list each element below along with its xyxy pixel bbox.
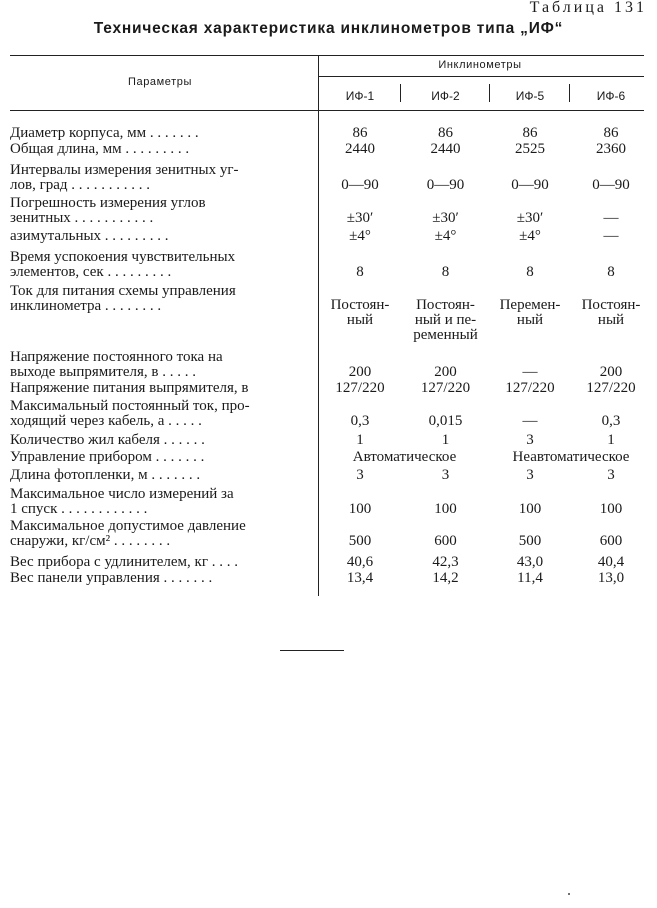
value-if5: 8 [526,264,534,280]
value-if2: 0—90 [426,177,465,193]
parameter-label: Количество жил кабеля . . . . . . [10,433,205,448]
parameter-label: Вес прибора с удлинителем, кг . . . . [10,555,238,570]
parameter-label: азимутальных . . . . . . . . . [10,229,169,244]
value-if2: 0,015 [428,413,463,429]
value-if5: 2525 [515,141,545,157]
col-divider-1 [400,84,401,102]
group-rule [318,76,644,77]
col-divider-2 [489,84,490,102]
column-header-if1: ИФ-1 [345,89,375,103]
value-if6: — [603,228,619,244]
parameters-header: Параметры [127,76,193,88]
value-if6: Постоян- ный [581,297,641,328]
value-if5: Перемен- ный [499,297,561,328]
value-if2: 127/220 [420,380,471,396]
value-if1: 500 [348,533,372,549]
column-header-if6: ИФ-6 [596,89,626,103]
value-if5: 11,4 [517,570,543,586]
value-if6: 100 [599,501,623,517]
value-merged: Неавтоматическое [512,449,630,465]
value-merged: Автоматическое [352,449,457,465]
value-if6: 0,3 [601,413,621,429]
value-if1: 1 [356,432,364,448]
value-if2: 14,2 [432,570,459,586]
value-if6: 127/220 [586,380,636,396]
column-header-if2: ИФ-2 [431,89,460,103]
value-if5: ±30′ [516,210,544,226]
value-if2: 3 [441,467,450,483]
value-if6: 0—90 [592,177,630,193]
value-if2: 86 [438,125,453,141]
parameter-label: Ток для питания схемы управления инклинометра . . . . . . . . [10,284,236,314]
value-if5: — [522,364,538,380]
value-if6: 1 [607,432,615,448]
header-bottom-rule [10,110,644,111]
value-if1: 127/220 [335,380,385,396]
value-if5: 127/220 [505,380,555,396]
parameter-label: Максимальное допустимое давление снаружи, кг/см² . . . . . . . . [10,519,246,549]
parameter-label: Вес панели управления . . . . . . . [10,571,213,586]
parameter-label: Общая длина, мм . . . . . . . . . [10,142,190,157]
parameter-label: Напряжение постоянного тока на выходе выпрямителя, в . . . . . [10,350,223,380]
params-divider [318,56,319,596]
value-if6: 8 [607,264,615,280]
value-if1: Постоян- ный [330,297,390,328]
value-if5: ±4° [519,228,541,244]
value-if1: 0,3 [350,413,370,429]
value-if1: 8 [356,264,364,280]
table-number: Таблица 131 [529,0,647,16]
value-if6: 40,4 [597,554,625,570]
value-if1: 13,4 [346,570,374,586]
parameter-label: Напряжение питания выпрямителя, в [10,381,249,396]
value-if1: 200 [348,364,372,380]
value-if2: 8 [441,264,450,280]
value-if2: 2440 [430,141,461,157]
value-if1: 3 [356,467,364,483]
value-if1: ±4° [349,228,371,244]
value-if6: 600 [599,533,623,549]
value-if2: 600 [434,533,457,549]
value-if2: 1 [441,432,450,448]
value-if2: Постоян- ный и пе- ременный [413,297,478,343]
parameter-label: Интервалы измерения зенитных уг- лов, град . . . . . . . . . . . [10,163,239,193]
value-if1: 40,6 [346,554,374,570]
column-header-if5: ИФ-5 [515,89,545,103]
value-if6: 2360 [596,141,626,157]
parameter-label: Длина фотопленки, м . . . . . . . [10,468,201,483]
parameter-label: Время успокоения чувствительных элементов, сек . . . . . . . . . [10,250,236,280]
value-if5: 86 [522,125,538,141]
value-if2: 42,3 [432,554,459,570]
value-if1: 86 [352,125,368,141]
value-if1: 2440 [345,141,375,157]
parameter-label: Максимальное число измерений за 1 спуск . . . . . . . . . . . . [10,487,234,517]
value-if1: 100 [348,501,372,517]
value-if6: 86 [603,125,619,141]
value-if6: 200 [599,364,623,380]
parameter-label: Максимальный постоянный ток, про- ходящий через кабель, а . . . . . [10,399,250,429]
value-if6: 3 [607,467,615,483]
parameter-label: Управление прибором . . . . . . . [10,450,205,465]
col-divider-3 [569,84,570,102]
value-if6: — [603,210,619,226]
value-if5: 3 [526,432,534,448]
value-if1: ±30′ [346,210,374,226]
table-title: Техническая характеристика инклинометров типа „ИФ“ [93,20,564,37]
value-if5: 3 [526,467,534,483]
value-if6: 13,0 [597,570,625,586]
print-speck [568,893,570,895]
value-if5: — [522,413,538,429]
header-top-rule [10,55,644,56]
value-if5: 500 [518,533,542,549]
value-if2: ±30′ [432,210,459,226]
value-if5: 100 [518,501,542,517]
instruments-group-header: Инклинометры [438,59,522,71]
parameter-label: Погрешность измерения углов зенитных . . . . . . . . . . . [10,196,206,226]
value-if1: 0—90 [341,177,379,193]
value-if2: ±4° [434,228,457,244]
value-if5: 43,0 [516,554,544,570]
value-if2: 200 [434,364,457,380]
parameter-label: Диаметр корпуса, мм . . . . . . . [10,126,199,141]
footer-rule [280,650,344,651]
value-if5: 0—90 [511,177,549,193]
value-if2: 100 [434,501,457,517]
